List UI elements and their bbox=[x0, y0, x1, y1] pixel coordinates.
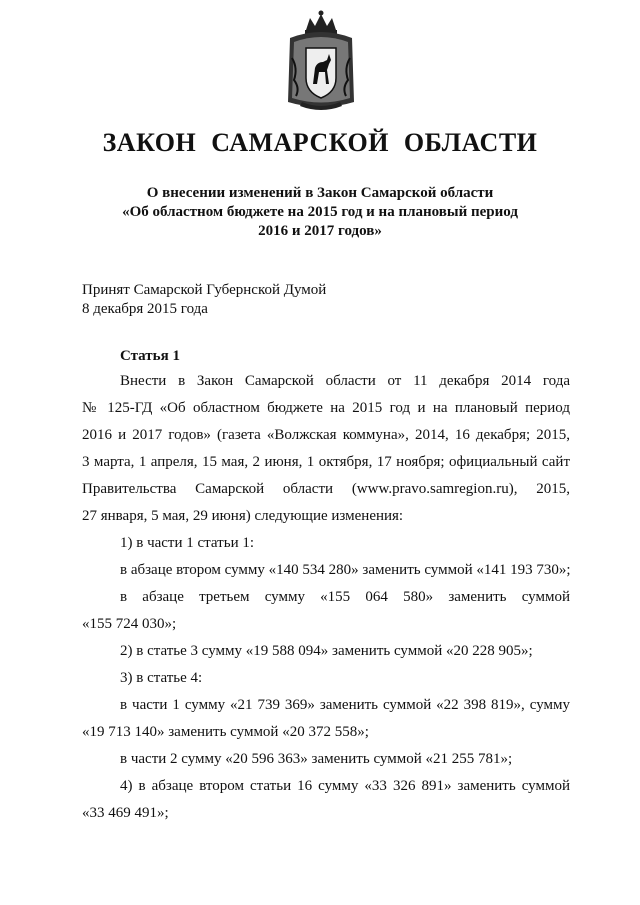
law-subtitle bbox=[0, 184, 640, 241]
body-line: Правительства Самарской области (www.pravo.samregion.ru), 2015, bbox=[82, 481, 570, 497]
subtitle-line: О внесении изменений в Закон Самарской области bbox=[146, 185, 494, 201]
subtitle-line: 2016 и 2017 годов» bbox=[258, 223, 382, 239]
body-line: в части 2 сумму «20 596 363» заменить суммой «21 255 781»; bbox=[120, 751, 513, 767]
body-line: «19 713 140» заменить суммой «20 372 558»; bbox=[82, 724, 369, 740]
body-line: 1) в части 1 статьи 1: bbox=[120, 535, 255, 551]
body-line: 4) в абзаце втором статьи 16 сумму «33 326 891» заменить суммой bbox=[120, 778, 570, 794]
body-line: 3 марта, 1 апреля, 15 мая, 2 июня, 1 октября, 17 ноября; официальный сайт bbox=[82, 454, 570, 470]
body-line: № 125-ГД «Об областном бюджете на 2015 год и на плановый период bbox=[82, 400, 570, 416]
body-line: 2016 и 2017 годов» (газета «Волжская коммуна», 2014, 16 декабря; 2015, bbox=[82, 427, 570, 443]
law-title: ЗАКОН САМАРСКОЙ ОБЛАСТИ bbox=[102, 128, 538, 157]
adoption-info bbox=[82, 281, 326, 319]
body-line: 3) в статье 4: bbox=[120, 670, 203, 686]
adoption-date: 8 декабря 2015 года bbox=[82, 301, 208, 317]
body-line: 2) в статье 3 сумму «19 588 094» заменить суммой «20 228 905»; bbox=[120, 643, 533, 659]
body-line: в абзаце третьем сумму «155 064 580» заменить суммой bbox=[120, 589, 570, 605]
coat-of-arms-icon bbox=[284, 8, 358, 114]
body-line: «33 469 491»; bbox=[82, 805, 169, 821]
body-line: 27 января, 5 мая, 29 июня) следующие изменения: bbox=[82, 508, 404, 524]
article-heading: Статья 1 bbox=[120, 348, 180, 364]
body-line: Внести в Закон Самарской области от 11 декабря 2014 года bbox=[120, 373, 570, 389]
adoption-body: Принят Самарской Губернской Думой bbox=[82, 282, 327, 298]
subtitle-line: «Об областном бюджете на 2015 год и на плановый период bbox=[122, 204, 518, 220]
body-line: «155 724 030»; bbox=[82, 616, 177, 632]
body-line: в абзаце втором сумму «140 534 280» заменить суммой «141 193 730»; bbox=[120, 562, 571, 578]
body-line: в части 1 сумму «21 739 369» заменить суммой «22 398 819», сумму bbox=[120, 697, 570, 713]
article-body bbox=[82, 368, 570, 827]
